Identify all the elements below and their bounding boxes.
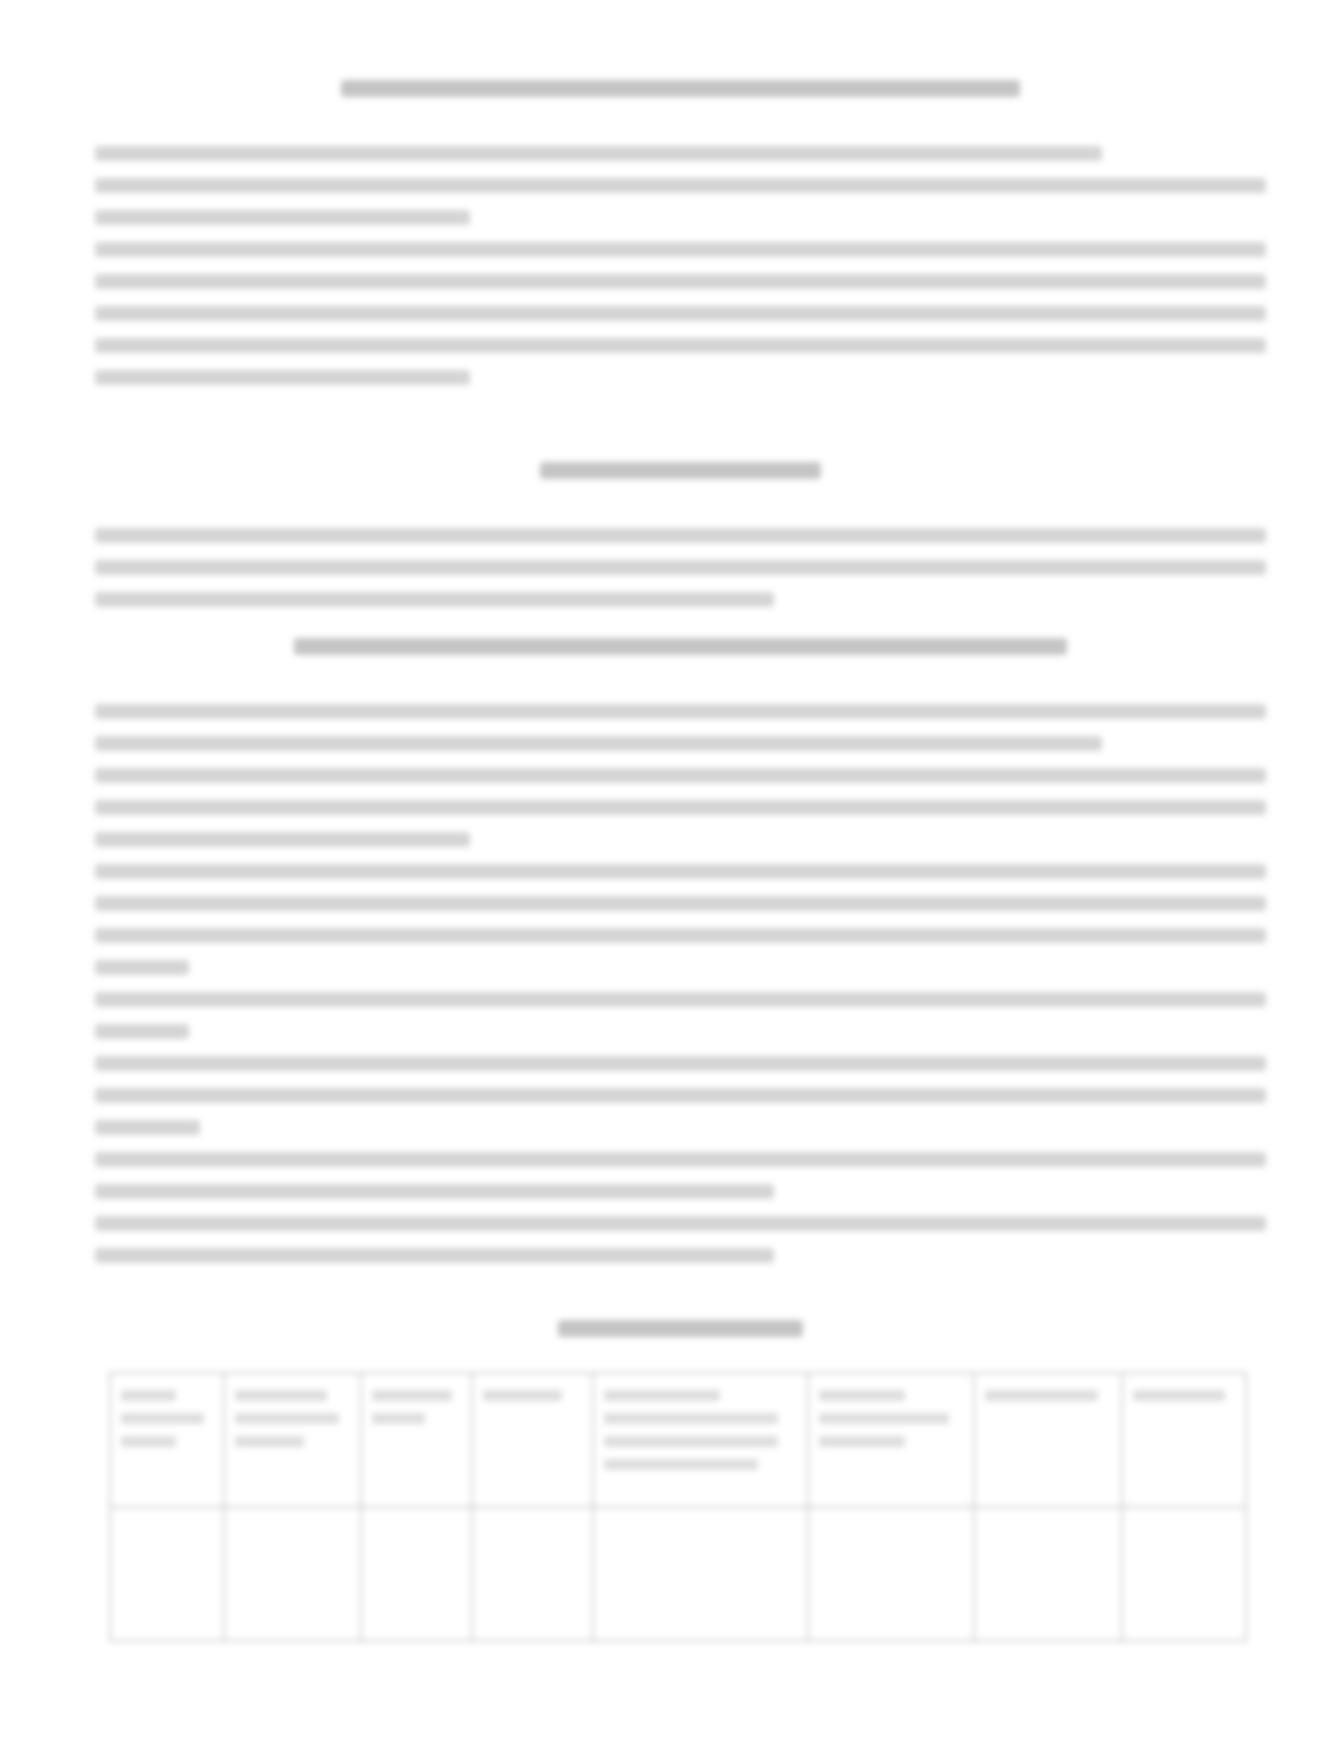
cell-text-line xyxy=(121,1390,176,1401)
text-line xyxy=(95,274,1266,289)
text-line xyxy=(95,832,470,847)
cell-text-line xyxy=(235,1436,304,1447)
section-11-paragraph-4 xyxy=(95,992,1266,1039)
text-line xyxy=(95,864,1266,879)
column-header-6 xyxy=(808,1373,974,1507)
text-line xyxy=(95,592,774,607)
section-11-paragraph-5 xyxy=(95,1056,1266,1135)
cell-text-line xyxy=(235,1413,339,1424)
text-line xyxy=(95,146,1102,161)
text-line xyxy=(95,1024,189,1039)
text-line xyxy=(95,928,1266,943)
text-line xyxy=(95,306,1266,321)
text-line xyxy=(95,992,1266,1007)
section-9-paragraph-2 xyxy=(95,242,1266,321)
text-line xyxy=(95,896,1266,911)
section-9-paragraph-3 xyxy=(95,338,1266,385)
section-10-heading-text xyxy=(540,462,821,479)
blank-cell xyxy=(974,1507,1122,1641)
section-11-paragraph-3 xyxy=(95,864,1266,975)
cell-text-line xyxy=(604,1459,758,1470)
cell-text-line xyxy=(985,1390,1098,1401)
blank-cell xyxy=(110,1507,224,1641)
column-header-2 xyxy=(224,1373,361,1507)
cell-text-line xyxy=(604,1413,778,1424)
text-line xyxy=(95,528,1266,543)
section-11-heading-text xyxy=(294,638,1067,655)
column-header-3 xyxy=(361,1373,472,1507)
text-line xyxy=(95,178,1266,193)
blank-cell xyxy=(361,1507,472,1641)
cell-text-line xyxy=(483,1390,562,1401)
cell-text-line xyxy=(372,1413,425,1424)
blank-cell xyxy=(1122,1507,1246,1641)
section-9 xyxy=(95,80,1266,385)
section-11-paragraph-6 xyxy=(95,1152,1266,1199)
cell-text-line xyxy=(372,1390,452,1401)
text-line xyxy=(95,736,1102,751)
cell-text-line xyxy=(604,1390,720,1401)
cell-text-line xyxy=(121,1436,176,1447)
approval-table-header-row xyxy=(110,1373,1246,1507)
cell-text-line xyxy=(1133,1390,1225,1401)
column-header-4 xyxy=(472,1373,593,1507)
section-9-heading-text xyxy=(341,80,1020,97)
approval-table xyxy=(109,1372,1247,1642)
section-10-heading xyxy=(95,462,1266,488)
cell-text-line xyxy=(121,1413,204,1424)
text-line xyxy=(95,1248,774,1263)
section-11-heading xyxy=(95,638,1266,664)
text-line xyxy=(95,960,189,975)
blank-cell xyxy=(224,1507,361,1641)
approval-sheet-title xyxy=(95,1320,1266,1346)
section-11-paragraph-1 xyxy=(95,704,1266,751)
text-line xyxy=(95,768,1266,783)
text-line xyxy=(95,1120,200,1135)
blank-cell xyxy=(472,1507,593,1641)
column-header-7 xyxy=(974,1373,1122,1507)
text-line xyxy=(95,1088,1266,1103)
text-line xyxy=(95,1056,1266,1071)
text-line xyxy=(95,210,470,225)
text-line xyxy=(95,1216,1266,1231)
section-9-paragraph-1 xyxy=(95,146,1266,225)
text-line xyxy=(95,242,1266,257)
text-line xyxy=(95,800,1266,815)
text-line xyxy=(95,370,470,385)
section-10-paragraph-1 xyxy=(95,528,1266,607)
cell-text-line xyxy=(819,1390,905,1401)
blank-cell xyxy=(593,1507,808,1641)
cell-text-line xyxy=(604,1436,778,1447)
cell-text-line xyxy=(819,1413,949,1424)
approval-sheet-title-text xyxy=(558,1320,804,1337)
cell-text-line xyxy=(235,1390,327,1401)
section-10 xyxy=(95,462,1266,607)
section-9-heading xyxy=(95,80,1266,106)
blank-cell xyxy=(808,1507,974,1641)
section-11-paragraph-2 xyxy=(95,768,1266,847)
approval-table-blank-row xyxy=(110,1507,1246,1641)
text-line xyxy=(95,1184,774,1199)
column-header-5 xyxy=(593,1373,808,1507)
text-line xyxy=(95,338,1266,353)
section-11-paragraph-7 xyxy=(95,1216,1266,1263)
text-line xyxy=(95,1152,1266,1167)
column-header-1 xyxy=(110,1373,224,1507)
cell-text-line xyxy=(819,1436,905,1447)
section-11 xyxy=(95,638,1266,1263)
text-line xyxy=(95,560,1266,575)
text-line xyxy=(95,704,1266,719)
column-header-8 xyxy=(1122,1373,1246,1507)
